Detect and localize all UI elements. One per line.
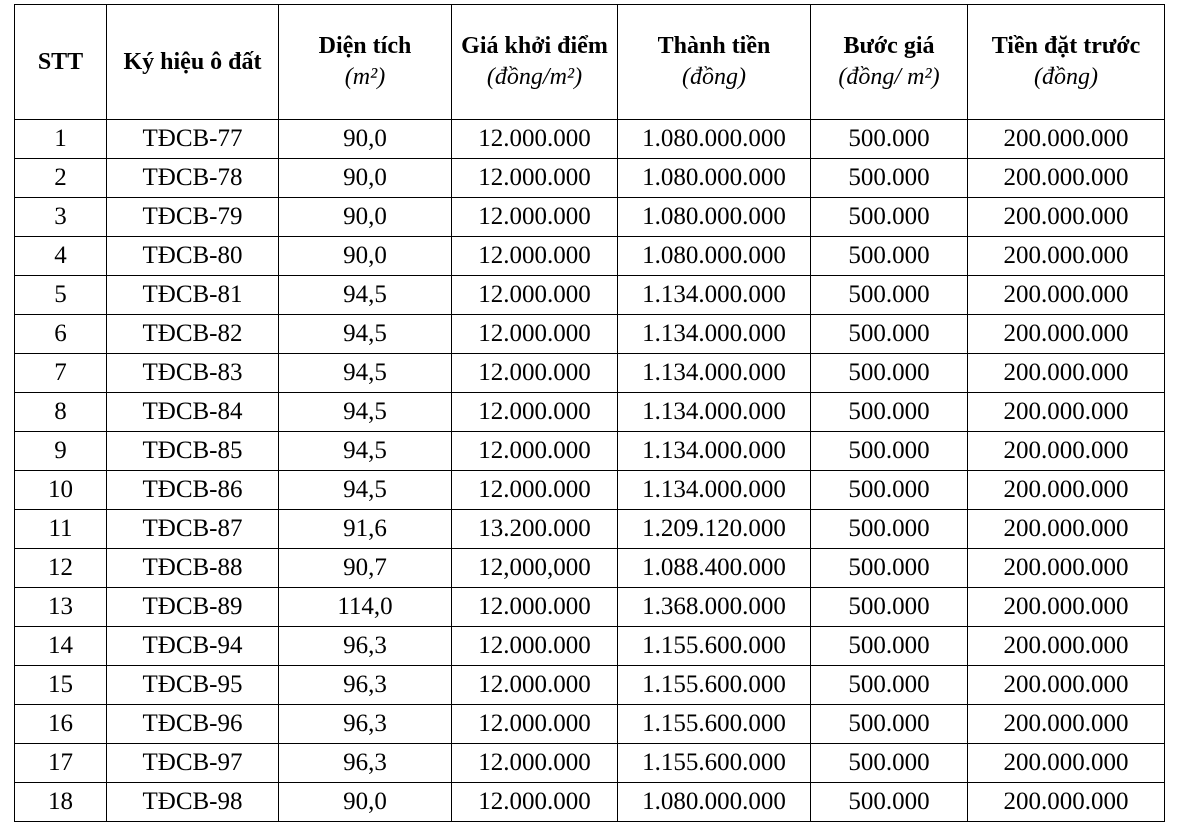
cell-stt: 9	[15, 432, 107, 471]
table-header	[15, 5, 1165, 120]
header-label: Thành tiền	[657, 33, 771, 59]
header-label: Tiền đặt trước	[991, 33, 1141, 59]
cell-price-step: 500.000	[811, 744, 968, 783]
header-unit: (đồng/ m²)	[838, 64, 940, 90]
header-unit: (m²)	[344, 64, 386, 90]
cell-stt: 18	[15, 783, 107, 822]
table-row	[15, 159, 1165, 198]
table-row	[15, 588, 1165, 627]
cell-stt: 4	[15, 237, 107, 276]
cell-area: 94,5	[279, 354, 452, 393]
cell-price-step: 500.000	[811, 549, 968, 588]
cell-start-price: 12.000.000	[452, 237, 618, 276]
cell-price-step: 500.000	[811, 666, 968, 705]
cell-total: 1.134.000.000	[618, 432, 811, 471]
cell-lot-code: TĐCB-80	[107, 237, 279, 276]
cell-deposit: 200.000.000	[968, 276, 1165, 315]
cell-total: 1.134.000.000	[618, 393, 811, 432]
cell-stt: 11	[15, 510, 107, 549]
cell-deposit: 200.000.000	[968, 705, 1165, 744]
cell-area: 90,7	[279, 549, 452, 588]
cell-area: 90,0	[279, 198, 452, 237]
cell-total: 1.080.000.000	[618, 120, 811, 159]
table-row	[15, 120, 1165, 159]
cell-total: 1.209.120.000	[618, 510, 811, 549]
cell-deposit: 200.000.000	[968, 120, 1165, 159]
cell-deposit: 200.000.000	[968, 159, 1165, 198]
table-row	[15, 198, 1165, 237]
cell-start-price: 12.000.000	[452, 588, 618, 627]
cell-lot-code: TĐCB-78	[107, 159, 279, 198]
cell-stt: 2	[15, 159, 107, 198]
cell-start-price: 12.000.000	[452, 354, 618, 393]
cell-area: 96,3	[279, 666, 452, 705]
table-row	[15, 471, 1165, 510]
header-price-step	[811, 5, 968, 120]
cell-price-step: 500.000	[811, 705, 968, 744]
table-body	[15, 120, 1165, 822]
cell-stt: 10	[15, 471, 107, 510]
cell-area: 94,5	[279, 315, 452, 354]
cell-price-step: 500.000	[811, 159, 968, 198]
cell-deposit: 200.000.000	[968, 237, 1165, 276]
header-unit: (đồng/m²)	[486, 64, 583, 90]
header-area	[279, 5, 452, 120]
cell-price-step: 500.000	[811, 315, 968, 354]
cell-start-price: 12.000.000	[452, 276, 618, 315]
cell-lot-code: TĐCB-84	[107, 393, 279, 432]
cell-lot-code: TĐCB-97	[107, 744, 279, 783]
cell-price-step: 500.000	[811, 198, 968, 237]
cell-area: 96,3	[279, 705, 452, 744]
cell-total: 1.134.000.000	[618, 354, 811, 393]
cell-area: 94,5	[279, 276, 452, 315]
cell-start-price: 12.000.000	[452, 783, 618, 822]
cell-area: 90,0	[279, 159, 452, 198]
cell-stt: 5	[15, 276, 107, 315]
cell-area: 94,5	[279, 471, 452, 510]
cell-stt: 13	[15, 588, 107, 627]
cell-start-price: 12.000.000	[452, 198, 618, 237]
cell-lot-code: TĐCB-98	[107, 783, 279, 822]
cell-deposit: 200.000.000	[968, 666, 1165, 705]
cell-price-step: 500.000	[811, 354, 968, 393]
cell-stt: 6	[15, 315, 107, 354]
header-label: Diện tích	[318, 33, 412, 59]
cell-stt: 12	[15, 549, 107, 588]
cell-start-price: 12.000.000	[452, 315, 618, 354]
table-row	[15, 783, 1165, 822]
cell-start-price: 12.000.000	[452, 432, 618, 471]
cell-lot-code: TĐCB-82	[107, 315, 279, 354]
cell-area: 96,3	[279, 744, 452, 783]
cell-total: 1.155.600.000	[618, 705, 811, 744]
cell-deposit: 200.000.000	[968, 354, 1165, 393]
cell-area: 96,3	[279, 627, 452, 666]
cell-stt: 16	[15, 705, 107, 744]
cell-deposit: 200.000.000	[968, 510, 1165, 549]
cell-stt: 3	[15, 198, 107, 237]
cell-price-step: 500.000	[811, 471, 968, 510]
cell-total: 1.134.000.000	[618, 471, 811, 510]
table-row	[15, 237, 1165, 276]
header-deposit	[968, 5, 1165, 120]
header-label: Bước giá	[843, 33, 935, 59]
cell-start-price: 12.000.000	[452, 627, 618, 666]
cell-area: 91,6	[279, 510, 452, 549]
cell-start-price: 12.000.000	[452, 120, 618, 159]
header-label: Ký hiệu ô đất	[123, 48, 262, 75]
cell-start-price: 12.000.000	[452, 744, 618, 783]
cell-total: 1.088.400.000	[618, 549, 811, 588]
cell-lot-code: TĐCB-83	[107, 354, 279, 393]
cell-deposit: 200.000.000	[968, 744, 1165, 783]
cell-lot-code: TĐCB-88	[107, 549, 279, 588]
cell-stt: 1	[15, 120, 107, 159]
header-unit: (đồng)	[1034, 64, 1098, 90]
cell-start-price: 13.200.000	[452, 510, 618, 549]
cell-total: 1.155.600.000	[618, 666, 811, 705]
table-row	[15, 276, 1165, 315]
cell-stt: 8	[15, 393, 107, 432]
table-row	[15, 705, 1165, 744]
cell-total: 1.080.000.000	[618, 237, 811, 276]
cell-price-step: 500.000	[811, 510, 968, 549]
cell-lot-code: TĐCB-81	[107, 276, 279, 315]
cell-price-step: 500.000	[811, 627, 968, 666]
header-total	[618, 5, 811, 120]
cell-deposit: 200.000.000	[968, 393, 1165, 432]
table-row	[15, 510, 1165, 549]
table-row	[15, 549, 1165, 588]
table-row	[15, 432, 1165, 471]
header-row	[15, 5, 1165, 120]
cell-price-step: 500.000	[811, 432, 968, 471]
cell-total: 1.368.000.000	[618, 588, 811, 627]
cell-price-step: 500.000	[811, 393, 968, 432]
cell-start-price: 12.000.000	[452, 471, 618, 510]
header-start-price	[452, 5, 618, 120]
cell-lot-code: TĐCB-96	[107, 705, 279, 744]
cell-start-price: 12.000.000	[452, 666, 618, 705]
cell-start-price: 12.000.000	[452, 705, 618, 744]
cell-total: 1.080.000.000	[618, 783, 811, 822]
cell-lot-code: TĐCB-85	[107, 432, 279, 471]
cell-price-step: 500.000	[811, 120, 968, 159]
cell-area: 94,5	[279, 393, 452, 432]
cell-lot-code: TĐCB-86	[107, 471, 279, 510]
cell-deposit: 200.000.000	[968, 315, 1165, 354]
cell-stt: 7	[15, 354, 107, 393]
cell-area: 90,0	[279, 783, 452, 822]
table-row	[15, 315, 1165, 354]
cell-start-price: 12.000.000	[452, 393, 618, 432]
cell-lot-code: TĐCB-94	[107, 627, 279, 666]
cell-area: 90,0	[279, 237, 452, 276]
cell-deposit: 200.000.000	[968, 471, 1165, 510]
cell-total: 1.155.600.000	[618, 627, 811, 666]
cell-total: 1.080.000.000	[618, 198, 811, 237]
cell-deposit: 200.000.000	[968, 783, 1165, 822]
cell-lot-code: TĐCB-95	[107, 666, 279, 705]
table-row	[15, 393, 1165, 432]
cell-area: 114,0	[279, 588, 452, 627]
cell-stt: 14	[15, 627, 107, 666]
cell-total: 1.134.000.000	[618, 276, 811, 315]
cell-price-step: 500.000	[811, 783, 968, 822]
cell-deposit: 200.000.000	[968, 432, 1165, 471]
cell-area: 90,0	[279, 120, 452, 159]
cell-lot-code: TĐCB-89	[107, 588, 279, 627]
cell-lot-code: TĐCB-87	[107, 510, 279, 549]
table-row	[15, 627, 1165, 666]
header-unit: (đồng)	[682, 64, 746, 90]
cell-stt: 15	[15, 666, 107, 705]
table-row	[15, 354, 1165, 393]
land-lot-table	[14, 4, 1165, 822]
cell-start-price: 12.000.000	[452, 159, 618, 198]
cell-deposit: 200.000.000	[968, 549, 1165, 588]
cell-total: 1.080.000.000	[618, 159, 811, 198]
table-row	[15, 666, 1165, 705]
cell-lot-code: TĐCB-79	[107, 198, 279, 237]
cell-deposit: 200.000.000	[968, 627, 1165, 666]
cell-lot-code: TĐCB-77	[107, 120, 279, 159]
cell-start-price: 12,000,000	[452, 549, 618, 588]
cell-price-step: 500.000	[811, 588, 968, 627]
cell-total: 1.134.000.000	[618, 315, 811, 354]
table-row	[15, 744, 1165, 783]
cell-total: 1.155.600.000	[618, 744, 811, 783]
header-label: STT	[37, 48, 84, 75]
cell-price-step: 500.000	[811, 237, 968, 276]
header-label: Giá khởi điểm	[461, 33, 608, 59]
cell-area: 94,5	[279, 432, 452, 471]
cell-price-step: 500.000	[811, 276, 968, 315]
header-lot-code	[107, 5, 279, 120]
cell-stt: 17	[15, 744, 107, 783]
cell-deposit: 200.000.000	[968, 588, 1165, 627]
header-stt	[15, 5, 107, 120]
cell-deposit: 200.000.000	[968, 198, 1165, 237]
